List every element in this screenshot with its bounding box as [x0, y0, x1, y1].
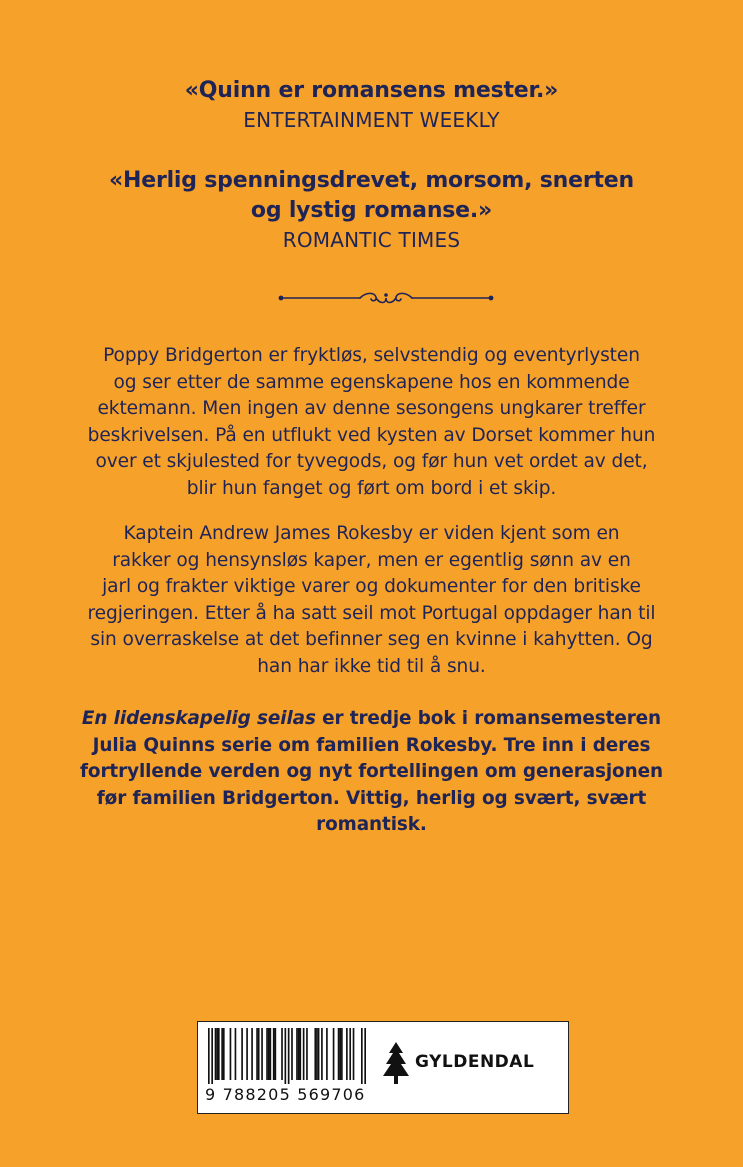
publisher-name: GYLDENDAL — [415, 1052, 535, 1072]
text-line: Poppy Bridgerton er fryktløs, selvstendig og eventyrlysten — [103, 345, 640, 366]
text-line: ektemann. Men ingen av denne sesongens ungkarer treffer — [97, 398, 646, 420]
barcode-bar — [349, 1028, 351, 1080]
barcode-bar — [303, 1028, 305, 1080]
barcode-bar — [256, 1028, 258, 1080]
barcode-bar — [298, 1028, 300, 1080]
barcode-bar — [364, 1028, 366, 1084]
text-line: han har ikke tid til å snu. — [257, 655, 486, 677]
barcode-bar — [306, 1028, 308, 1080]
barcode-bar — [235, 1028, 237, 1080]
tree-icon — [381, 1040, 411, 1092]
barcode-bar — [266, 1028, 268, 1080]
text-line: Julia Quinns serie om familien Rokesby. Tre inn i deres — [92, 734, 651, 756]
barcode-bar — [275, 1028, 277, 1080]
barcode-bar — [288, 1028, 290, 1084]
quote-romantic-times — [0, 166, 743, 254]
barcode-bar — [338, 1028, 340, 1080]
barcode-bar — [285, 1028, 287, 1084]
text-line: regjeringen. Etter å ha satt seil mot Portugal oppdager han til — [87, 602, 656, 624]
text-line: rakker og hensynsløs kaper, men er egentlig sønn av en — [112, 549, 631, 571]
barcode-bar — [291, 1028, 293, 1080]
text-line: og ser etter de samme egenskapene hos en kommende — [113, 371, 630, 393]
barcode-bar — [314, 1028, 316, 1080]
barcode-bar — [339, 1028, 341, 1080]
barcode-bar — [346, 1028, 348, 1080]
barcode-bar — [223, 1028, 225, 1080]
barcode-bar — [326, 1028, 328, 1080]
barcode-bar — [318, 1028, 320, 1080]
barcode-bar — [241, 1028, 243, 1080]
barcode-bar — [353, 1028, 355, 1080]
description-paragraph-2 — [60, 521, 683, 681]
barcode-icon — [208, 1028, 366, 1084]
text-line: beskrivelsen. På en utflukt ved kysten av Dorset kommer hun — [87, 424, 656, 446]
text-line: før familien Bridgerton. Vittig, herlig og svært, svært — [96, 787, 647, 809]
barcode-bar — [316, 1028, 318, 1080]
barcode-bar — [333, 1028, 335, 1080]
quote-text-line-2: og lystig romanse.» — [250, 198, 493, 223]
ornament-divider-icon — [276, 288, 496, 308]
text-line: over et skjulested for tyvegods, og før hun vet ordet av det, — [95, 451, 648, 473]
barcode-bar — [321, 1028, 323, 1080]
barcode-bar — [270, 1028, 272, 1080]
barcode-bar — [341, 1028, 343, 1080]
text-line: romantisk. — [316, 814, 427, 836]
text-fragment: er tredje bok i romansemesteren — [315, 708, 662, 729]
quote-entertainment-weekly — [0, 76, 743, 134]
barcode-bar — [230, 1028, 232, 1080]
description-paragraph-1 — [60, 343, 683, 503]
quote-text: «Quinn er romansens mester.» — [184, 78, 559, 103]
text-line: jarl og frakter viktige varer og dokumenter for den britiske — [102, 576, 641, 598]
text-line: blir hun fanget og ført om bord i et skip. — [186, 477, 557, 499]
isbn-number: 9 788205 569706 — [205, 1085, 366, 1104]
barcode-bar — [361, 1028, 363, 1084]
barcode-bar — [216, 1028, 218, 1080]
barcode-bar — [218, 1028, 220, 1080]
barcode-bar — [211, 1028, 213, 1084]
barcode-bar — [251, 1028, 253, 1080]
barcode-bar — [258, 1028, 260, 1080]
barcode-bar — [299, 1028, 301, 1080]
barcode-bar — [261, 1028, 263, 1080]
text-line: Kaptein Andrew James Rokesby er viden kjent som en — [123, 523, 620, 544]
barcode-bar — [281, 1028, 283, 1080]
quote-text-line-1: «Herlig spenningsdrevet, morsom, snerten — [109, 168, 634, 193]
barcode-bar — [208, 1028, 210, 1084]
barcode-bar — [268, 1028, 270, 1080]
barcode-bar — [273, 1028, 275, 1080]
book-title: En lidenskapelig seilas — [81, 708, 316, 729]
quote-source: ENTERTAINMENT WEEKLY — [243, 108, 500, 132]
text-line — [60, 706, 683, 733]
barcode-bar — [246, 1028, 248, 1080]
barcode-panel — [197, 1021, 569, 1114]
barcode-bar — [221, 1028, 223, 1080]
text-line: fortryllende verden og nyt fortellingen om generasjonen — [80, 761, 663, 783]
description-paragraph-3 — [60, 706, 683, 839]
quote-source: ROMANTIC TIMES — [282, 228, 461, 252]
barcode-bar — [296, 1028, 298, 1080]
text-line: sin overraskelse at det befinner seg en kvinne i kahytten. Og — [90, 629, 653, 651]
barcode-bar — [215, 1028, 217, 1080]
